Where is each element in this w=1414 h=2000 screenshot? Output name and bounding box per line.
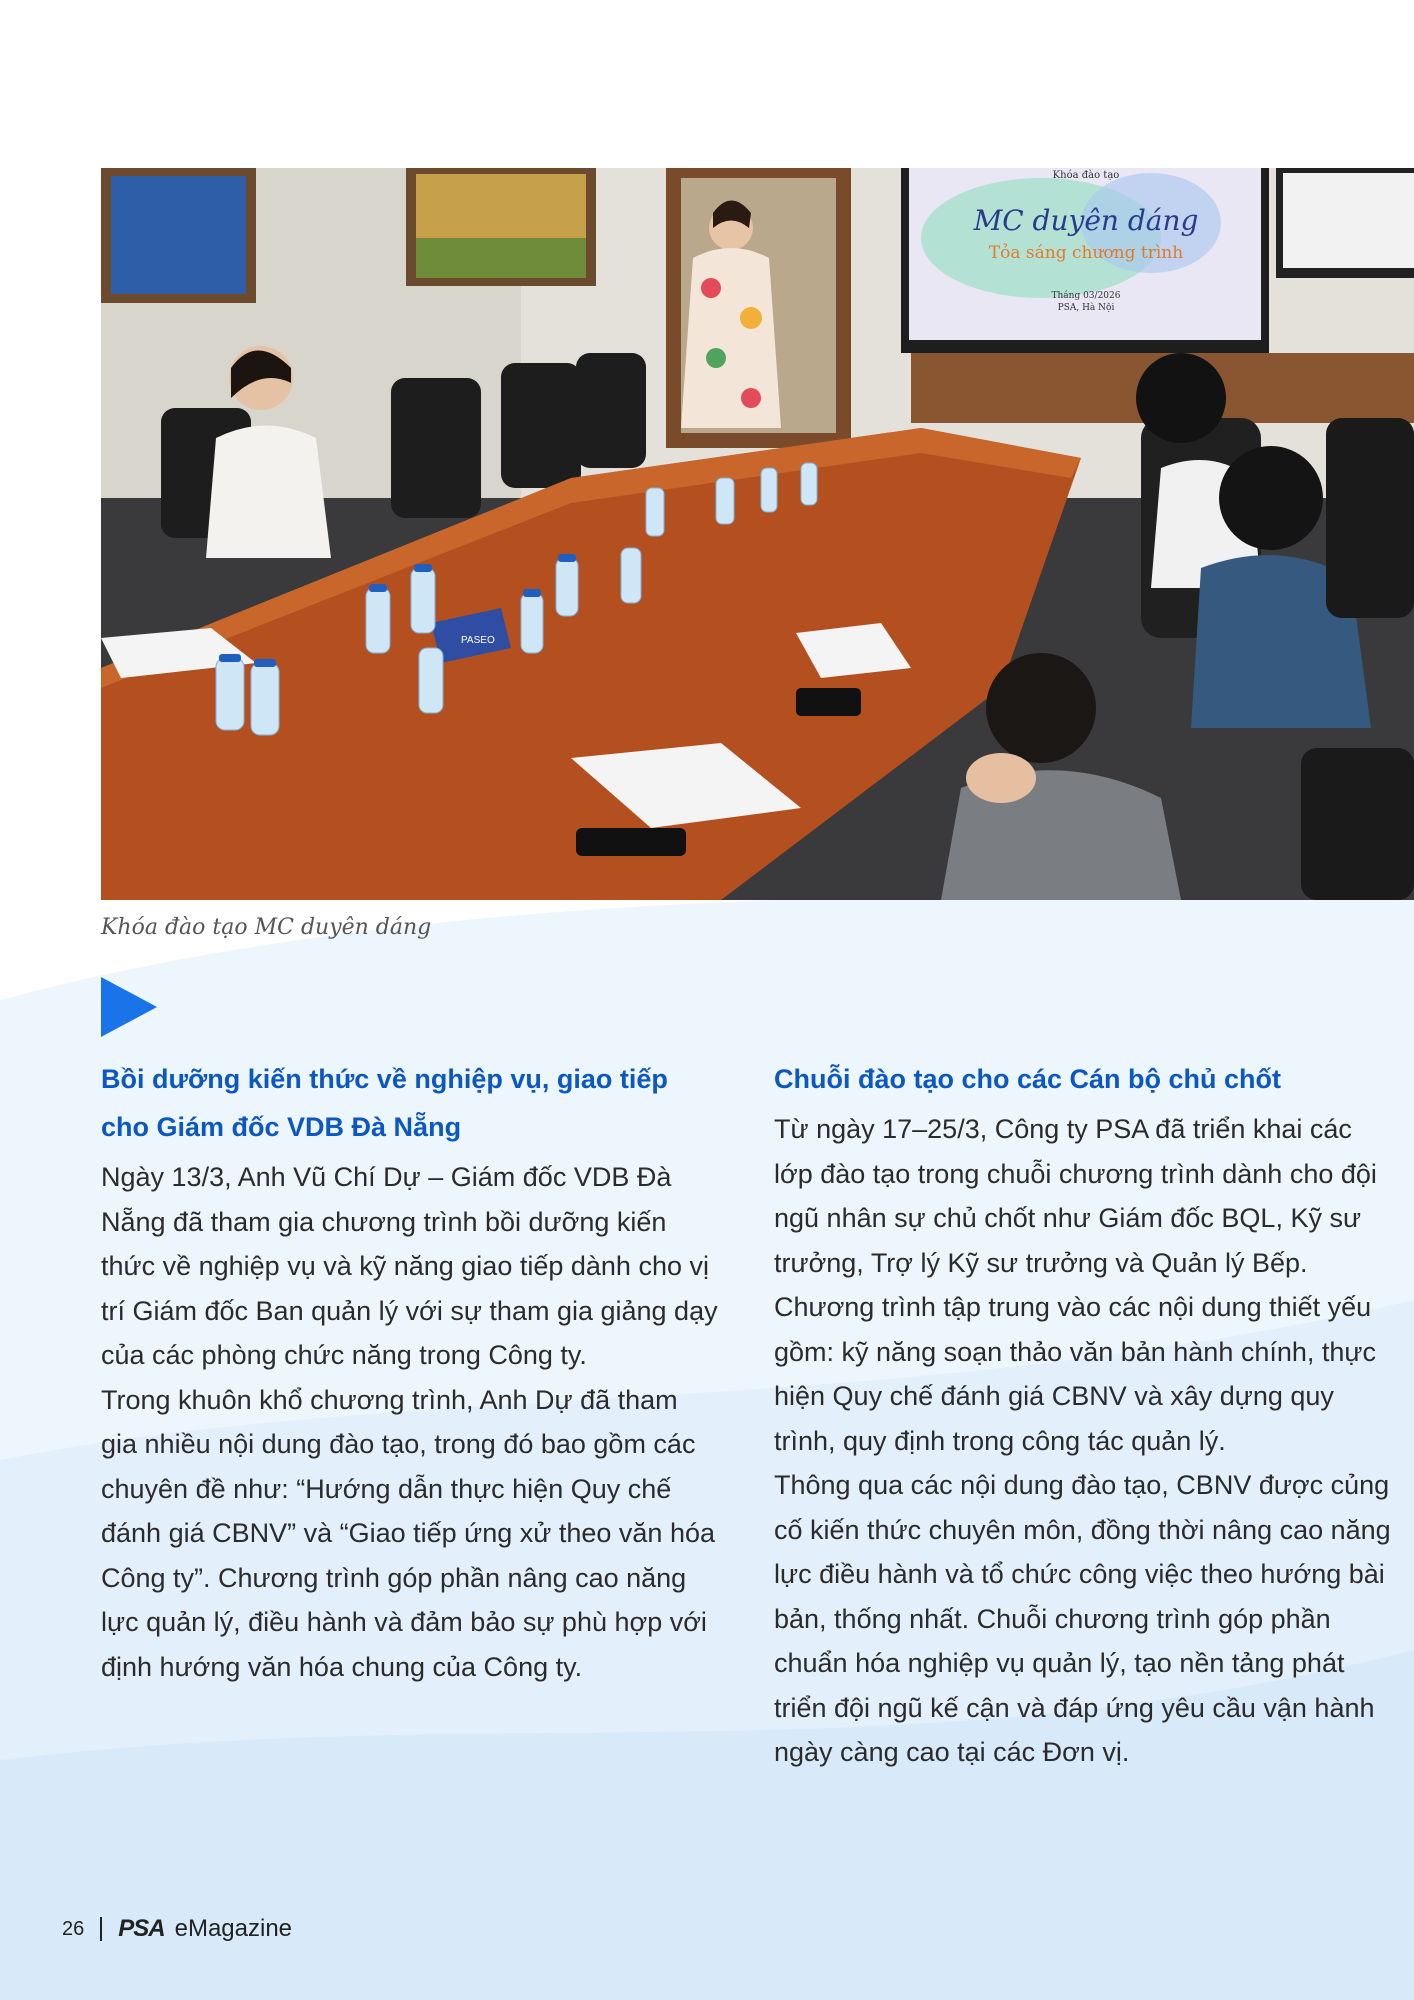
left-article-body: Ngày 13/3, Anh Vũ Chí Dự – Giám đốc VDB Đà Nẵng đã tham gia chương trình bồi dưỡng kiến thức về nghiệp vụ và kỹ năng giao tiếp dành cho vị trí Giám đốc Ban quản lý với sự tham gia giảng dạy của các phòng chức năng trong Công ty. Trong khuôn khổ chương trình, Anh Dự đã tham gia nhiều nội dung đào tạo, trong đó bao gồm các chuyên đề như: “Hướng dẫn thực hiện Quy chế đánh giá CBNV” và “Giao tiếp ứng xử theo văn hóa Công ty”. Chương trình góp phần nâng cao năng lực quản lý, điều hành và đảm bảo sự phù hợp với định hướng văn hóa chung của Công ty. bbox=[101, 1162, 718, 1682]
screen-date: Tháng 03/2026 bbox=[1051, 291, 1121, 301]
page-footer bbox=[62, 1915, 292, 1943]
footer-divider bbox=[100, 1917, 102, 1941]
screen-title: MC duyên dáng bbox=[973, 204, 1199, 237]
photo-caption: Khóa đào tạo MC duyên dáng bbox=[101, 915, 432, 940]
training-room-illustration bbox=[101, 168, 1414, 900]
training-photo bbox=[101, 168, 1414, 900]
screen-header: Khóa đào tạo bbox=[1052, 170, 1120, 181]
magazine-name: eMagazine bbox=[174, 1915, 293, 1942]
left-article bbox=[101, 1055, 721, 1689]
psa-logo: PSA bbox=[118, 1915, 165, 1942]
right-article-heading: Chuỗi đào tạo cho các Cán bộ chủ chốt bbox=[774, 1064, 1282, 1094]
page-number: 26 bbox=[62, 1917, 85, 1940]
right-article-body: Từ ngày 17–25/3, Công ty PSA đã triển khai các lớp đào tạo trong chuỗi chương trình dành cho đội ngũ nhân sự chủ chốt như Giám đốc BQL, Kỹ sư trưởng, Trợ lý Kỹ sư trưởng và Quản lý Bếp. Chương trình tập trung vào các nội dung thiết yếu gồm: kỹ năng soạn thảo văn bản hành chính, thực hiện Quy chế đánh giá CBNV và xây dựng quy trình, quy định trong công tác quản lý. Thông qua các nội dung đào tạo, CBNV được củng cố kiến thức chuyên môn, đồng thời nâng cao năng lực điều hành và tổ chức công việc theo hướng bài bản, thống nhất. Chuỗi chương trình góp phần chuẩn hóa nghiệp vụ quản lý, tạo nền tảng phát triển đội ngũ kế cận và đáp ứng yêu cầu vận hành ngày càng cao tại các Đơn vị. bbox=[774, 1114, 1391, 1767]
tissue-box-label: PASEO bbox=[461, 635, 495, 646]
play-icon bbox=[101, 977, 157, 1037]
left-article-heading: Bồi dưỡng kiến thức về nghiệp vụ, giao tiếp cho Giám đốc VDB Đà Nẵng bbox=[101, 1064, 668, 1142]
screen-subtitle: Tỏa sáng chương trình bbox=[988, 243, 1184, 263]
screen-place: PSA, Hà Nội bbox=[1057, 303, 1115, 313]
right-article bbox=[774, 1055, 1394, 1775]
